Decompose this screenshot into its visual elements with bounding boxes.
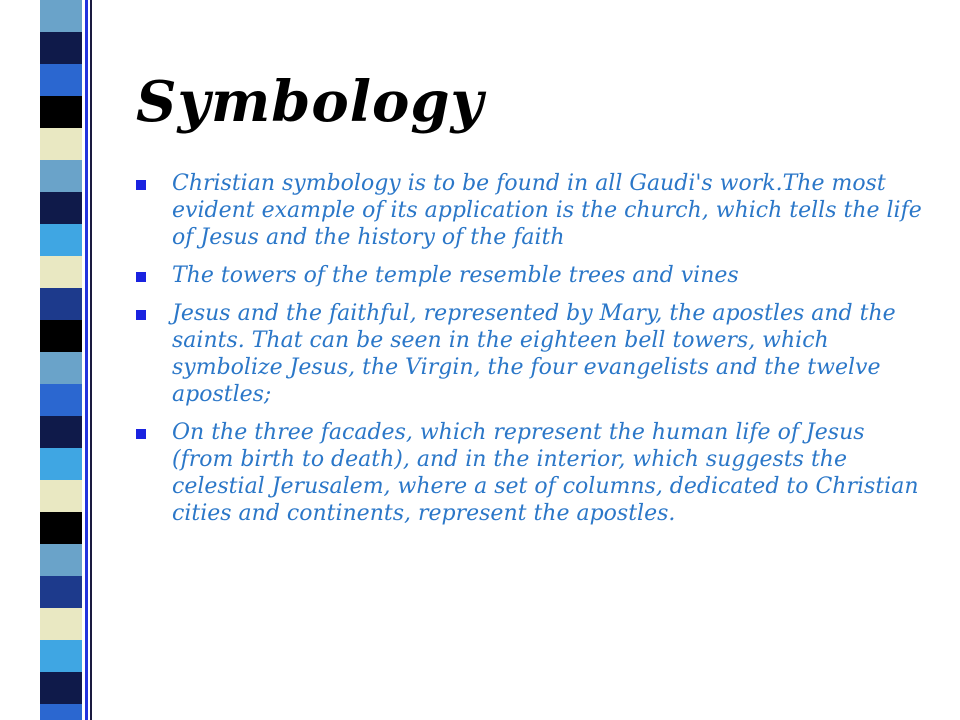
bullet-text: On the three facades, which represent the human life of Jesus (from birth to death), and in the interior, which suggests the celestial Jerusalem, where a set of columns, dedicated to Christian cities and continents, represent the apostles. bbox=[172, 420, 919, 526]
stripe-block bbox=[40, 640, 82, 672]
bullet-square-icon bbox=[136, 180, 146, 190]
stripe-block bbox=[40, 704, 82, 720]
stripe-block bbox=[40, 576, 82, 608]
bullet-item bbox=[136, 262, 926, 289]
bullet-square-icon bbox=[136, 429, 146, 439]
bullet-item bbox=[136, 300, 926, 408]
bullet-text: Jesus and the faithful, represented by Mary, the apostles and the saints. That can be seen in the eighteen bell towers, which symbolize Jesus, the Virgin, the four evangelists and the twelve apostles; bbox=[172, 301, 896, 407]
stripe-block bbox=[40, 512, 82, 544]
stripe-block bbox=[40, 352, 82, 384]
stripe-block bbox=[40, 288, 82, 320]
stripe-block bbox=[40, 192, 82, 224]
slide-title: Symbology bbox=[136, 69, 485, 135]
stripe-block bbox=[40, 64, 82, 96]
stripe-block bbox=[40, 256, 82, 288]
stripe-block bbox=[40, 160, 82, 192]
bullet-text: Christian symbology is to be found in all Gaudi's work.The most evident example of its application is the church, which tells the life of Jesus and the history of the faith bbox=[172, 171, 922, 250]
bullet-list bbox=[136, 170, 926, 538]
stripe-block bbox=[40, 416, 82, 448]
stripe-block bbox=[40, 320, 82, 352]
bullet-item bbox=[136, 170, 926, 251]
bullet-square-icon bbox=[136, 272, 146, 282]
stripe-block bbox=[40, 480, 82, 512]
stripe-block bbox=[40, 32, 82, 64]
stripe-block bbox=[40, 0, 82, 32]
decorative-stripe bbox=[40, 0, 106, 720]
stripe-block bbox=[40, 96, 82, 128]
stripe-block bbox=[40, 544, 82, 576]
stripe-block bbox=[40, 128, 82, 160]
stripe-block bbox=[40, 608, 82, 640]
stripe-block bbox=[40, 672, 82, 704]
stripe-block bbox=[40, 448, 82, 480]
stripe-rule-dark bbox=[90, 0, 92, 720]
bullet-item bbox=[136, 419, 926, 527]
bullet-text: The towers of the temple resemble trees and vines bbox=[172, 263, 739, 288]
stripe-rule bbox=[85, 0, 88, 720]
bullet-square-icon bbox=[136, 310, 146, 320]
stripe-block bbox=[40, 224, 82, 256]
stripe-block bbox=[40, 384, 82, 416]
